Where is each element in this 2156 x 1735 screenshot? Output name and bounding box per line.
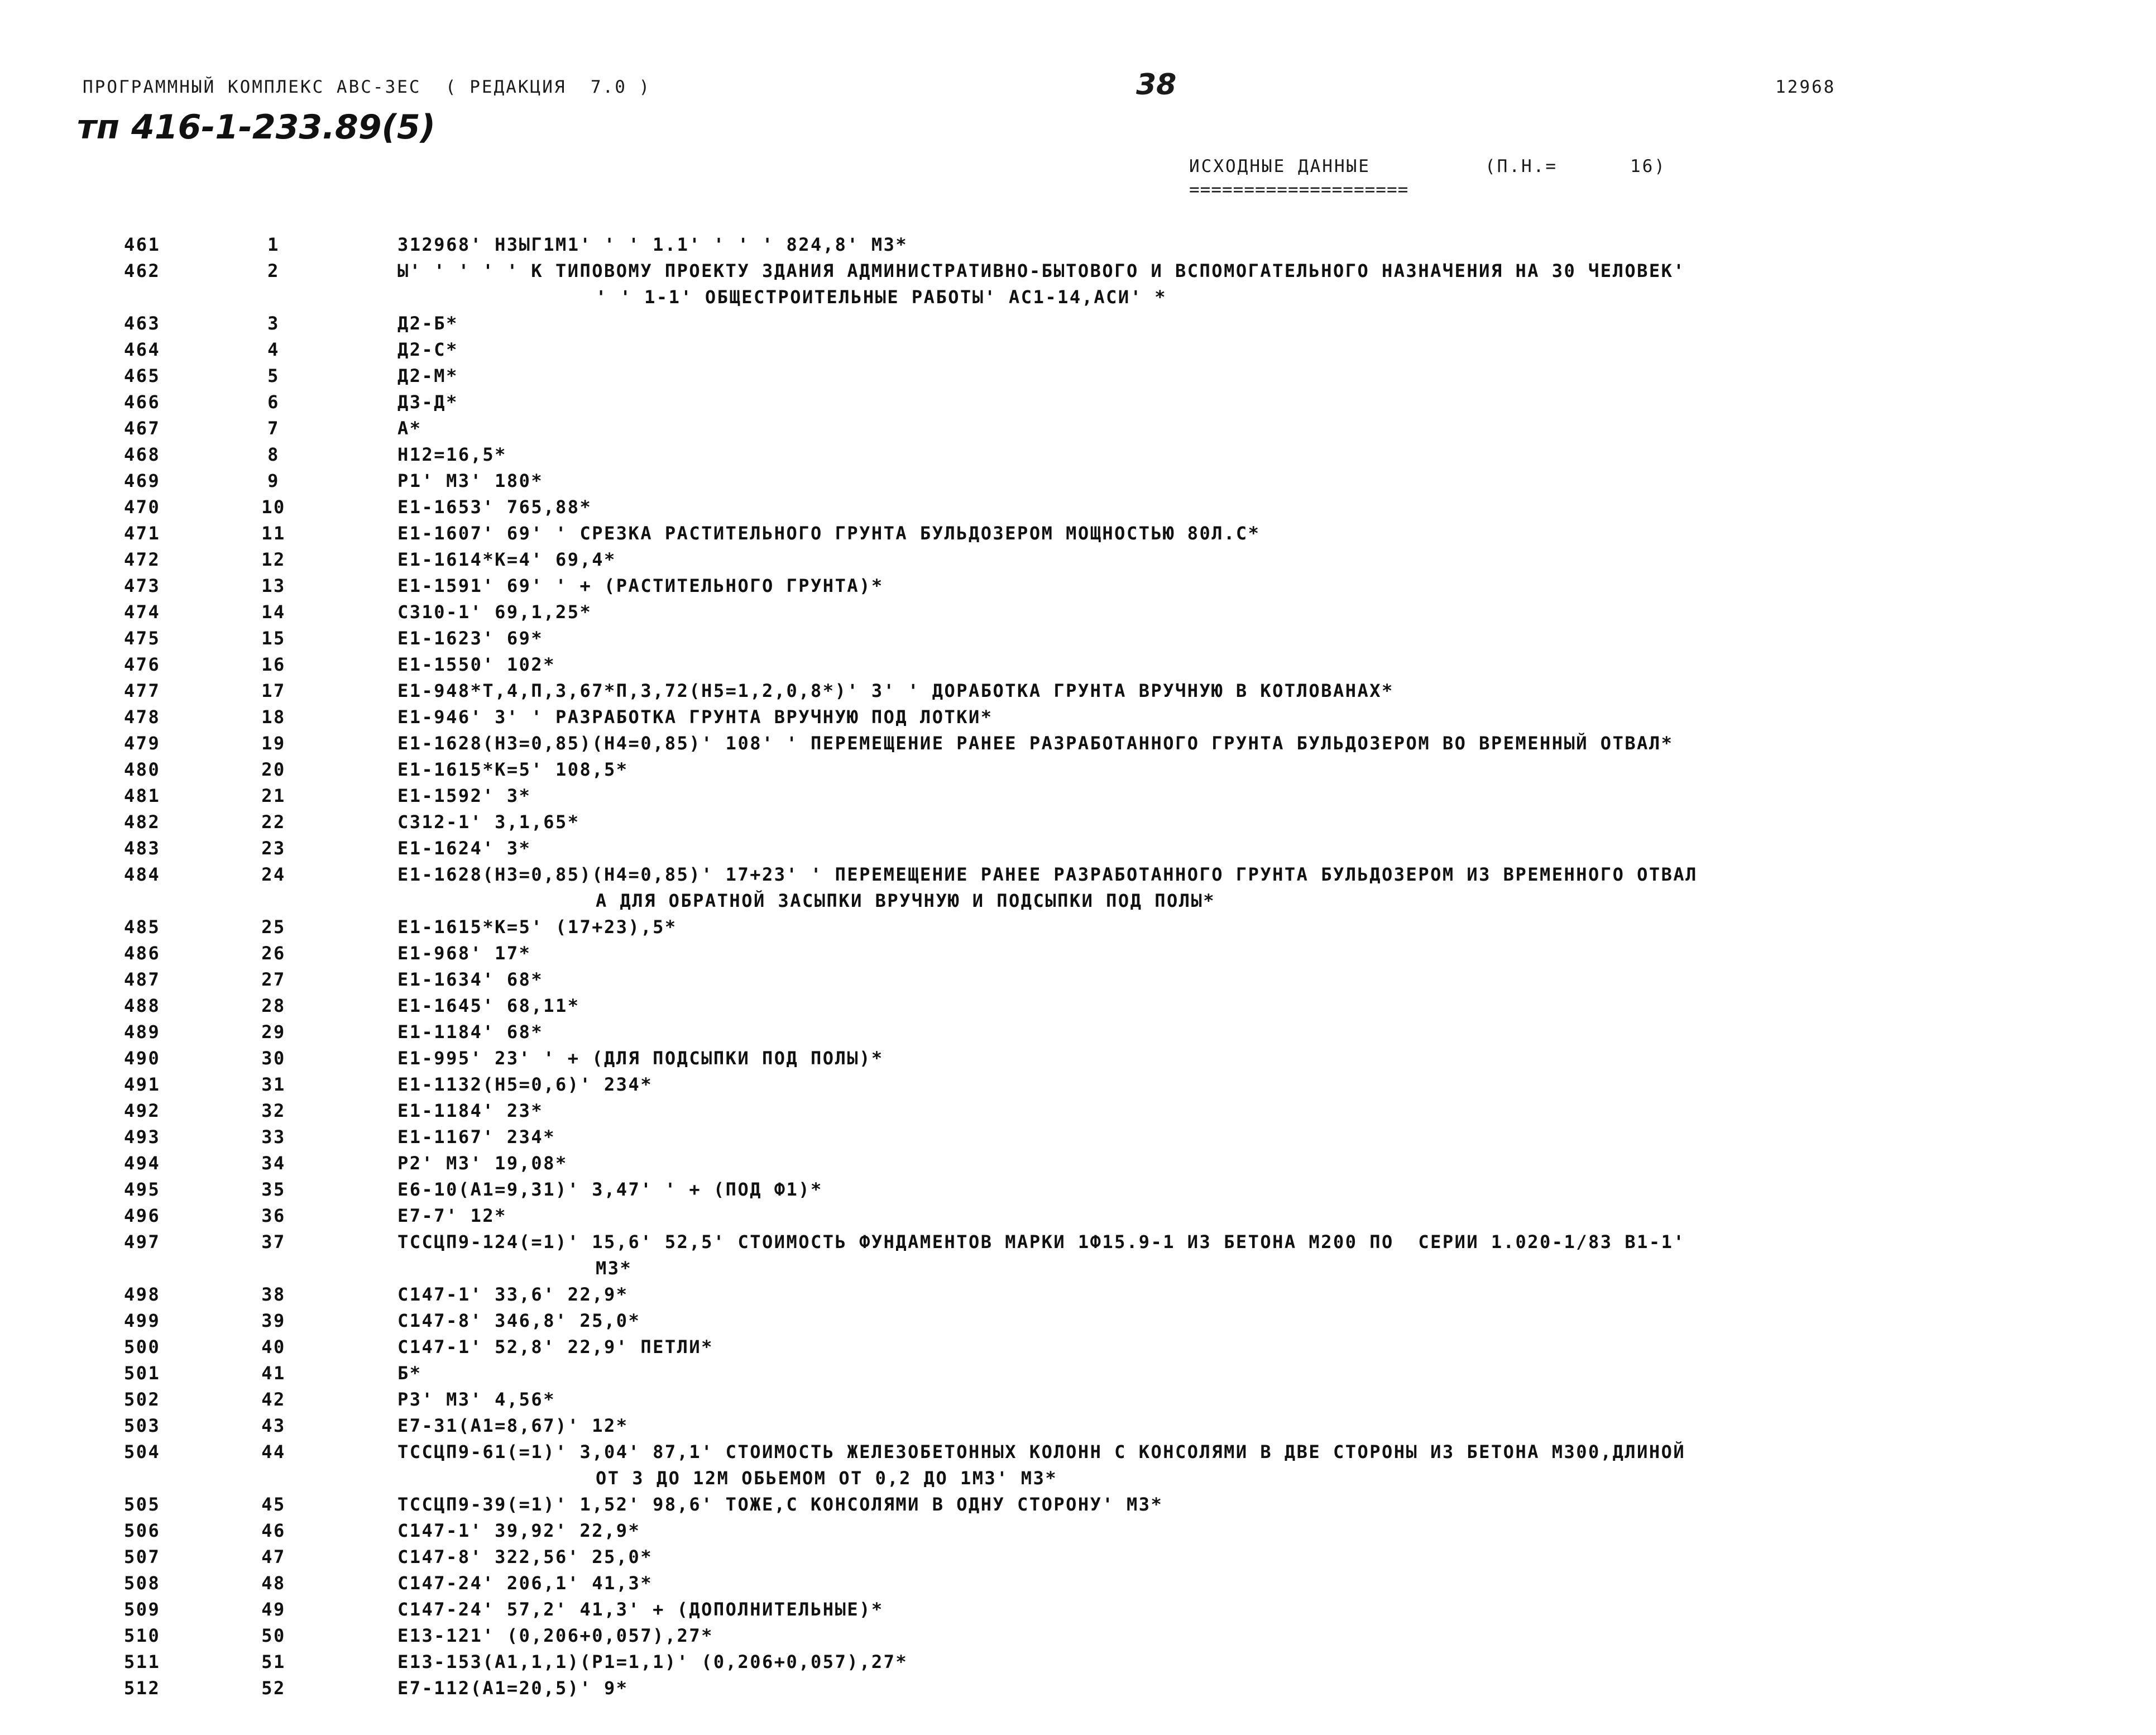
record-text: Е7-7' 12*: [397, 1205, 507, 1226]
listing-row: [0, 1413, 2156, 1439]
listing-row: [0, 809, 2156, 835]
sequence-number: 49: [261, 1599, 286, 1620]
line-number: 490: [124, 1048, 161, 1069]
sequence-number: 7: [267, 418, 280, 439]
listing-row: [0, 1177, 2156, 1203]
document-number: 12968: [1775, 77, 1836, 97]
listing-row: [0, 1072, 2156, 1098]
sequence-number: 47: [261, 1546, 286, 1567]
listing-row: [0, 468, 2156, 494]
line-number: 496: [124, 1205, 161, 1226]
data-listing: [0, 232, 2156, 1699]
listing-row: [0, 1623, 2156, 1649]
line-number: 474: [124, 601, 161, 623]
sequence-number: 29: [261, 1021, 286, 1043]
listing-row: [0, 599, 2156, 625]
listing-row: [0, 730, 2156, 757]
sequence-number: 18: [261, 706, 286, 728]
sequence-number: 52: [261, 1677, 286, 1699]
record-text: Е1-1592' 3*: [397, 785, 531, 806]
line-number: 509: [124, 1599, 161, 1620]
line-number: 463: [124, 313, 161, 334]
record-text: ТССЦП9-39(=1)' 1,52' 98,6' ТОЖЕ,С КОНСОЛЯМИ В ОДНУ СТОРОНУ' М3*: [397, 1494, 1163, 1515]
listing-row: [0, 232, 2156, 258]
record-text: Е1-1628(Н3=0,85)(Н4=0,85)' 17+23' ' ПЕРЕМЕЩЕНИЕ РАНЕЕ РАЗРАБОТАННОГО ГРУНТА БУЛЬДОЗЕРОМ ИЗ ВРЕМЕННОГО ОТВАЛ: [397, 864, 1698, 885]
line-number: 478: [124, 706, 161, 728]
line-number: 467: [124, 418, 161, 439]
listing-row: [0, 835, 2156, 862]
listing-row: [0, 757, 2156, 783]
line-number: 462: [124, 260, 161, 281]
record-text: ТССЦП9-124(=1)' 15,6' 52,5' СТОИМОСТЬ ФУНДАМЕНТОВ МАРКИ 1Ф15.9-1 ИЗ БЕТОНА М200 ПО СЕРИИ 1.020-1/83 В1-1': [397, 1231, 1686, 1253]
record-text: Д3-Д*: [397, 391, 458, 413]
listing-row: [0, 363, 2156, 389]
line-number: 502: [124, 1389, 161, 1410]
record-text: Е1-946' 3' ' РАЗРАБОТКА ГРУНТА ВРУЧНУЮ ПОД ЛОТКИ*: [397, 706, 993, 728]
record-text: Р1' М3' 180*: [397, 470, 544, 491]
record-text: А*: [397, 418, 422, 439]
line-number: 472: [124, 549, 161, 570]
line-number: 481: [124, 785, 161, 806]
line-number: 492: [124, 1100, 161, 1121]
record-text: С312-1' 3,1,65*: [397, 811, 580, 833]
listing-row: [0, 1675, 2156, 1701]
record-text: Е1-1634' 68*: [397, 969, 544, 990]
line-number: 480: [124, 759, 161, 780]
record-text: Е1-1628(Н3=0,85)(Н4=0,85)' 108' ' ПЕРЕМЕЩЕНИЕ РАНЕЕ РАЗРАБОТАННОГО ГРУНТА БУЛЬДОЗЕРОМ ВО ВРЕМЕННЫЙ ОТВАЛ*: [397, 733, 1674, 754]
sequence-number: 33: [261, 1126, 286, 1148]
sequence-number: 23: [261, 838, 286, 859]
line-number: 475: [124, 628, 161, 649]
line-number: 468: [124, 444, 161, 465]
listing-row: [0, 1334, 2156, 1360]
record-text: Е1-1623' 69*: [397, 628, 544, 649]
record-text: Е1-968' 17*: [397, 943, 531, 964]
line-number: 461: [124, 234, 161, 255]
sequence-number: 12: [261, 549, 286, 570]
listing-row: [0, 1597, 2156, 1623]
record-text: Н12=16,5*: [397, 444, 507, 465]
record-text: Е13-153(А1,1,1)(Р1=1,1)' (0,206+0,057),27*: [397, 1651, 908, 1672]
line-number: 485: [124, 916, 161, 938]
listing-row: [0, 704, 2156, 730]
sequence-number: 6: [267, 391, 280, 413]
sequence-number: 38: [261, 1284, 286, 1305]
line-number: 501: [124, 1363, 161, 1384]
listing-row: [0, 258, 2156, 310]
line-number: 464: [124, 339, 161, 360]
record-text: Е1-1615*К=5' (17+23),5*: [397, 916, 677, 938]
record-text: Е1-1184' 68*: [397, 1021, 544, 1043]
record-text: Д2-М*: [397, 365, 458, 386]
listing-row: [0, 967, 2156, 993]
line-number: 505: [124, 1494, 161, 1515]
line-number: 484: [124, 864, 161, 885]
record-text: Ы' ' ' ' ' К ТИПОВОМУ ПРОЕКТУ ЗДАНИЯ АДМИНИСТРАТИВНО-БЫТОВОГО И ВСПОМОГАТЕЛЬНОГО НАЗНАЧЕНИЯ НА 30 ЧЕЛОВЕК': [397, 260, 1686, 281]
line-number: 470: [124, 496, 161, 518]
listing-row: [0, 1019, 2156, 1045]
listing-row: [0, 547, 2156, 573]
listing-row: [0, 1150, 2156, 1177]
line-number: 497: [124, 1231, 161, 1253]
sequence-number: 5: [267, 365, 280, 386]
sequence-number: 28: [261, 995, 286, 1016]
sequence-number: 42: [261, 1389, 286, 1410]
listing-row: [0, 862, 2156, 914]
sequence-number: 17: [261, 680, 286, 701]
listing-row: [0, 573, 2156, 599]
sequence-number: 34: [261, 1153, 286, 1174]
line-number: 498: [124, 1284, 161, 1305]
line-number: 471: [124, 523, 161, 544]
record-text: ТССЦП9-61(=1)' 3,04' 87,1' СТОИМОСТЬ ЖЕЛЕЗОБЕТОННЫХ КОЛОНН С КОНСОЛЯМИ В ДВЕ СТОРОНЫ ИЗ БЕТОНА М300,ДЛИНОЙ: [397, 1441, 1686, 1462]
listing-row: [0, 337, 2156, 363]
sequence-number: 35: [261, 1179, 286, 1200]
line-number: 476: [124, 654, 161, 675]
handwritten-reference: тп 416-1-233.89(5): [77, 108, 436, 147]
listing-row: [0, 625, 2156, 652]
record-continuation: А ДЛЯ ОБРАТНОЙ ЗАСЫПКИ ВРУЧНУЮ И ПОДСЫПКИ ПОД ПОЛЫ*: [596, 890, 1216, 911]
line-number: 491: [124, 1074, 161, 1095]
sequence-number: 46: [261, 1520, 286, 1541]
sequence-number: 14: [261, 601, 286, 623]
record-continuation: ОТ 3 ДО 12М ОБЬЕМОМ ОТ 0,2 ДО 1М3' М3*: [596, 1468, 1058, 1489]
sequence-number: 40: [261, 1336, 286, 1358]
record-text: Е1-1614*К=4' 69,4*: [397, 549, 616, 570]
sequence-number: 8: [267, 444, 280, 465]
record-text: С147-24' 206,1' 41,3*: [397, 1573, 653, 1594]
listing-row: [0, 310, 2156, 337]
sequence-number: 1: [267, 234, 280, 255]
line-number: 494: [124, 1153, 161, 1174]
listing-row: [0, 678, 2156, 704]
sequence-number: 44: [261, 1441, 286, 1462]
sequence-number: 25: [261, 916, 286, 938]
sequence-number: 51: [261, 1651, 286, 1672]
record-text: С147-8' 346,8' 25,0*: [397, 1310, 641, 1331]
line-number: 486: [124, 943, 161, 964]
record-text: Е7-31(А1=8,67)' 12*: [397, 1415, 629, 1436]
sequence-number: 21: [261, 785, 286, 806]
line-number: 504: [124, 1441, 161, 1462]
record-text: Р2' М3' 19,08*: [397, 1153, 568, 1174]
record-text: Е1-995' 23' ' + (ДЛЯ ПОДСЫПКИ ПОД ПОЛЫ)*: [397, 1048, 884, 1069]
program-header: ПРОГРАММНЫЙ КОМПЛЕКС АВС-3ЕС ( РЕДАКЦИЯ 7.0 ): [83, 77, 651, 97]
listing-row: [0, 1360, 2156, 1387]
line-number: 499: [124, 1310, 161, 1331]
record-text: Е1-1607' 69' ' СРЕЗКА РАСТИТЕЛЬНОГО ГРУНТА БУЛЬДОЗЕРОМ МОЩНОСТЬЮ 80Л.С*: [397, 523, 1261, 544]
listing-row: [0, 520, 2156, 547]
sequence-number: 41: [261, 1363, 286, 1384]
record-continuation: М3*: [596, 1258, 633, 1279]
listing-row: [0, 442, 2156, 468]
listing-row: [0, 1518, 2156, 1544]
record-text: Е1-1645' 68,11*: [397, 995, 580, 1016]
sequence-number: 11: [261, 523, 286, 544]
line-number: 482: [124, 811, 161, 833]
listing-row: [0, 783, 2156, 809]
sequence-number: 37: [261, 1231, 286, 1253]
record-text: Е1-1550' 102*: [397, 654, 555, 675]
line-number: 506: [124, 1520, 161, 1541]
record-text: Б*: [397, 1363, 422, 1384]
line-number: 503: [124, 1415, 161, 1436]
line-number: 510: [124, 1625, 161, 1646]
listing-row: [0, 1544, 2156, 1570]
record-text: С147-1' 52,8' 22,9' ПЕТЛИ*: [397, 1336, 713, 1358]
record-text: Е1-1167' 234*: [397, 1126, 555, 1148]
listing-row: [0, 1282, 2156, 1308]
record-text: С310-1' 69,1,25*: [397, 601, 592, 623]
line-number: 488: [124, 995, 161, 1016]
section-title: ИСХОДНЫЕ ДАННЫЕ: [1189, 156, 1371, 176]
sequence-number: 19: [261, 733, 286, 754]
record-text: Е1-1591' 69' ' + (РАСТИТЕЛЬНОГО ГРУНТА)*: [397, 575, 884, 596]
sequence-number: 2: [267, 260, 280, 281]
listing-row: [0, 389, 2156, 415]
sequence-number: 32: [261, 1100, 286, 1121]
record-text: С147-1' 39,92' 22,9*: [397, 1520, 641, 1541]
listing-row: [0, 993, 2156, 1019]
record-text: Д2-Б*: [397, 313, 458, 334]
sequence-number: 9: [267, 470, 280, 491]
listing-row: [0, 1045, 2156, 1072]
sequence-number: 20: [261, 759, 286, 780]
record-text: Е1-1653' 765,88*: [397, 496, 592, 518]
sequence-number: 39: [261, 1310, 286, 1331]
sequence-number: 36: [261, 1205, 286, 1226]
listing-row: [0, 1570, 2156, 1597]
listing-row: [0, 652, 2156, 678]
line-number: 489: [124, 1021, 161, 1043]
sequence-number: 31: [261, 1074, 286, 1095]
record-text: С147-8' 322,56' 25,0*: [397, 1546, 653, 1567]
record-text: Е13-121' (0,206+0,057),27*: [397, 1625, 713, 1646]
listing-row: [0, 914, 2156, 940]
record-text: Р3' М3' 4,56*: [397, 1389, 555, 1410]
sequence-number: 22: [261, 811, 286, 833]
listing-row: [0, 1229, 2156, 1282]
sequence-number: 15: [261, 628, 286, 649]
sequence-number: 3: [267, 313, 280, 334]
sequence-number: 24: [261, 864, 286, 885]
record-text: С147-24' 57,2' 41,3' + (ДОПОЛНИТЕЛЬНЫЕ)*: [397, 1599, 884, 1620]
sequence-number: 16: [261, 654, 286, 675]
listing-row: [0, 940, 2156, 967]
listing-row: [0, 1387, 2156, 1413]
sequence-number: 48: [261, 1573, 286, 1594]
line-number: 511: [124, 1651, 161, 1672]
record-text: Е1-1624' 3*: [397, 838, 531, 859]
line-number: 495: [124, 1179, 161, 1200]
sequence-number: 27: [261, 969, 286, 990]
sequence-number: 26: [261, 943, 286, 964]
listing-row: [0, 1439, 2156, 1492]
line-number: 508: [124, 1573, 161, 1594]
record-text: Е1-948*Т,4,П,3,67*П,3,72(Н5=1,2,0,8*)' 3' ' ДОРАБОТКА ГРУНТА ВРУЧНУЮ В КОТЛОВАНАХ*: [397, 680, 1394, 701]
line-number: 507: [124, 1546, 161, 1567]
record-text: Е1-1184' 23*: [397, 1100, 544, 1121]
sequence-number: 4: [267, 339, 280, 360]
record-text: Е7-112(А1=20,5)' 9*: [397, 1677, 629, 1699]
sequence-number: 43: [261, 1415, 286, 1436]
listing-row: [0, 1308, 2156, 1334]
line-number: 473: [124, 575, 161, 596]
record-text: 312968' НЗЫГ1М1' ' ' 1.1' ' ' ' 824,8' М3*: [397, 234, 908, 255]
line-number: 477: [124, 680, 161, 701]
sequence-number: 30: [261, 1048, 286, 1069]
sequence-number: 10: [261, 496, 286, 518]
listing-row: [0, 1203, 2156, 1229]
listing-row: [0, 1492, 2156, 1518]
listing-row: [0, 494, 2156, 520]
line-number: 493: [124, 1126, 161, 1148]
listing-row: [0, 415, 2156, 442]
line-number: 500: [124, 1336, 161, 1358]
line-number: 483: [124, 838, 161, 859]
listing-row: [0, 1124, 2156, 1150]
line-number: 469: [124, 470, 161, 491]
line-number: 479: [124, 733, 161, 754]
line-number: 487: [124, 969, 161, 990]
line-number: 466: [124, 391, 161, 413]
line-number: 465: [124, 365, 161, 386]
record-text: Е1-1615*К=5' 108,5*: [397, 759, 629, 780]
record-continuation: ' ' 1-1' ОБЩЕСТРОИТЕЛЬНЫЕ РАБОТЫ' АС1-14,АСИ' *: [596, 286, 1167, 308]
record-text: Е6-10(А1=9,31)' 3,47' ' + (ПОД Ф1)*: [397, 1179, 823, 1200]
record-text: Е1-1132(Н5=0,6)' 234*: [397, 1074, 653, 1095]
record-text: Д2-С*: [397, 339, 458, 360]
sequence-number: 45: [261, 1494, 286, 1515]
page-index-label: (П.Н.= 16): [1485, 156, 1666, 176]
record-text: С147-1' 33,6' 22,9*: [397, 1284, 629, 1305]
page-number: 38: [1136, 68, 1177, 102]
sequence-number: 50: [261, 1625, 286, 1646]
sequence-number: 13: [261, 575, 286, 596]
title-underline: ====================: [1189, 180, 1409, 200]
listing-row: [0, 1649, 2156, 1675]
listing-row: [0, 1098, 2156, 1124]
line-number: 512: [124, 1677, 161, 1699]
